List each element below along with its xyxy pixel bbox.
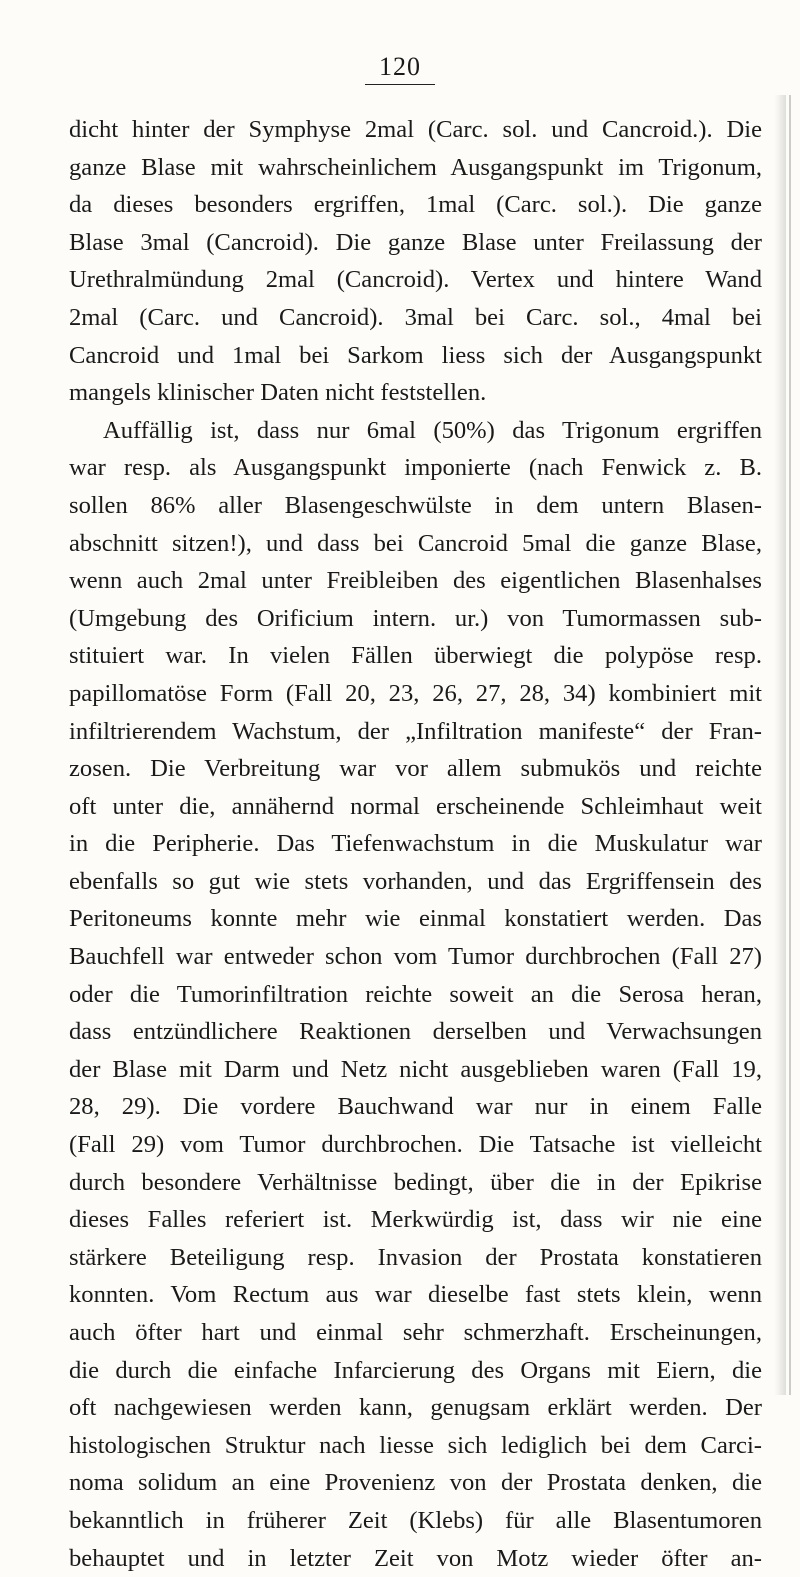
text-line: auch öfter hart und einmal sehr schmerzhaft. Erscheinungen, bbox=[69, 1319, 762, 1346]
text-line: dicht hinter der Symphyse 2mal (Carc. sol. und Cancroid.). Die bbox=[69, 116, 762, 143]
text-line: Blase 3mal (Cancroid). Die ganze Blase unter Freilassung der bbox=[69, 228, 762, 256]
text-line: der Blase mit Darm und Netz nicht ausgeblieben waren (Fall 19, bbox=[69, 1055, 762, 1083]
text-line: Urethralmündung 2mal (Cancroid). Vertex und hintere Wand bbox=[69, 266, 762, 294]
page-edge-shadow bbox=[774, 95, 786, 1395]
text-line: papillomatöse Form (Fall 20, 23, 26, 27, 28, 34) kombiniert mit bbox=[69, 679, 762, 707]
text-line: da dieses besonders ergriffen, 1mal (Carc. sol.). Die ganze bbox=[69, 191, 762, 219]
text-line: (Umgebung des Orificium intern. ur.) von Tumormassen sub- bbox=[69, 604, 762, 632]
text-line: die durch die einfache Infarcierung des Organs mit Eiern, die bbox=[69, 1356, 762, 1384]
text-line: sollen 86% aller Blasengeschwülste in dem untern Blasen- bbox=[69, 491, 762, 519]
text-line: oft nachgewiesen werden kann, genugsam erklärt werden. Der bbox=[69, 1394, 762, 1422]
text-line: ganze Blase mit wahrscheinlichem Ausgangspunkt im Trigonum, bbox=[69, 153, 762, 181]
text-line: konnten. Vom Rectum aus war dieselbe fast stets klein, wenn bbox=[69, 1281, 762, 1309]
text-line: bekanntlich in früherer Zeit (Klebs) für alle Blasentumoren bbox=[69, 1506, 762, 1534]
text-line: war resp. als Ausgangspunkt imponierte (nach Fenwick z. B. bbox=[69, 454, 762, 482]
text-line: wenn auch 2mal unter Freibleiben des eigentlichen Blasenhalses bbox=[69, 567, 762, 595]
text-line: histologischen Struktur nach liesse sich lediglich bei dem Carci- bbox=[69, 1431, 762, 1459]
text-line: abschnitt sitzen!), und dass bei Cancroid 5mal die ganze Blase, bbox=[69, 529, 762, 557]
text-line: (Fall 29) vom Tumor durchbrochen. Die Tatsache ist vielleicht bbox=[69, 1131, 762, 1159]
page-edge bbox=[789, 95, 791, 1395]
text-line: stärkere Beteiligung resp. Invasion der Prostata konstatieren bbox=[69, 1243, 762, 1271]
text-line: mangels klinischer Daten nicht feststellen. bbox=[69, 379, 487, 407]
text-line: behauptet und in letzter Zeit von Motz wieder öfter an- bbox=[69, 1544, 762, 1572]
page-number bbox=[0, 52, 800, 85]
text-line: in die Peripherie. Das Tiefenwachstum in die Muskulatur war bbox=[69, 830, 762, 858]
text-line: Cancroid und 1mal bei Sarkom liess sich der Ausgangspunkt bbox=[69, 341, 762, 369]
text-line: Peritoneums konnte mehr wie einmal konstatiert werden. Das bbox=[69, 905, 762, 933]
text-line: stituiert war. In vielen Fällen überwiegt die polypöse resp. bbox=[69, 642, 762, 670]
text-line: 28, 29). Die vordere Bauchwand war nur in einem Falle bbox=[69, 1093, 762, 1121]
text-line: Bauchfell war entweder schon vom Tumor durchbrochen (Fall 27) bbox=[69, 943, 762, 971]
text-line: ebenfalls so gut wie stets vorhanden, und das Ergriffensein des bbox=[69, 867, 762, 895]
text-line: oder die Tumorinfiltration reichte soweit an die Serosa heran, bbox=[69, 980, 762, 1008]
text-line: durch besondere Verhältnisse bedingt, über die in der Epikrise bbox=[69, 1168, 762, 1196]
text-line: infiltrierendem Wachstum, der „Infiltration manifeste“ der Fran- bbox=[69, 717, 762, 745]
text-line: zosen. Die Verbreitung war vor allem submukös und reichte bbox=[69, 755, 762, 783]
body-text bbox=[69, 111, 762, 1577]
text-line: dass entzündlichere Reaktionen derselben und Verwachsungen bbox=[69, 1018, 762, 1046]
text-line: noma solidum an eine Provenienz von der Prostata denken, die bbox=[69, 1469, 762, 1497]
text-line: Auffällig ist, dass nur 6mal (50%) das Trigonum ergriffen bbox=[103, 416, 762, 444]
text-line: dieses Falles referiert ist. Merkwürdig ist, dass wir nie eine bbox=[69, 1206, 762, 1234]
text-line: oft unter die, annähernd normal erscheinende Schleimhaut weit bbox=[69, 792, 762, 820]
text-line: 2mal (Carc. und Cancroid). 3mal bei Carc. sol., 4mal bei bbox=[69, 303, 762, 331]
page-number-text: 120 bbox=[365, 52, 435, 85]
